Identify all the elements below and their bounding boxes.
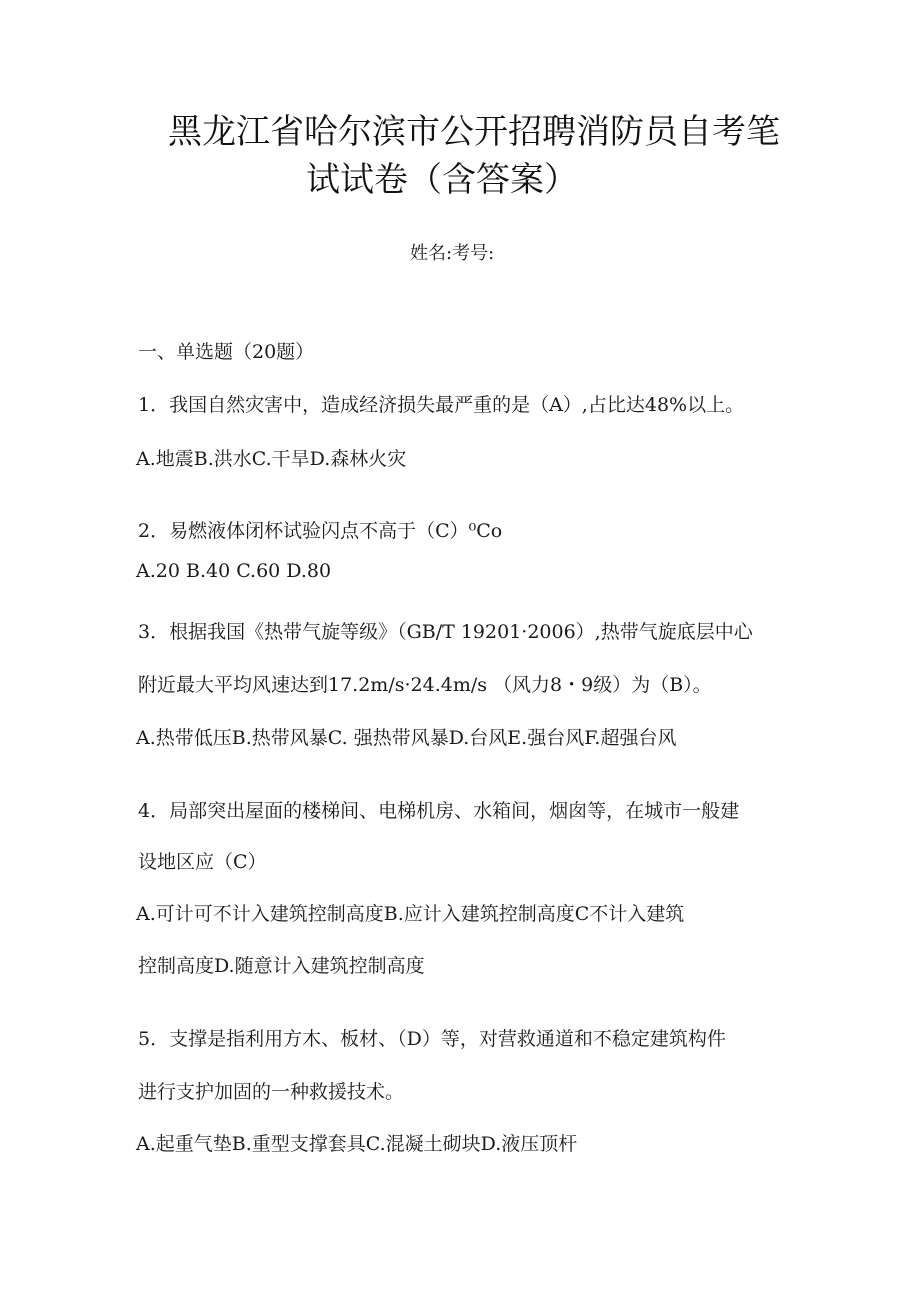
document-title-line-2: 试试卷（含答案） [306, 160, 578, 200]
question-1-text: 1．我国自然灾害中，造成经济损失最严重的是（A）,占比达48%以上。 [138, 394, 745, 416]
question-5-options: A.起重气垫B.重型支撑套具C.混凝土砌块D.液压顶杆 [136, 1133, 578, 1155]
question-1-options: A.地震B.洪水C.干旱D.森林火灾 [136, 448, 407, 470]
question-3-options: A.热带低压B.热带风暴C. 强热带风暴D.台风E.强台风F.超强台风 [136, 727, 677, 749]
question-4-text-line-1: 4．局部突出屋面的楼梯间、电梯机房、水箱间，烟囱等，在城市一般建 [138, 800, 740, 822]
question-4-options-line-1: A.可计可不计入建筑控制高度B.应计入建筑控制高度C不计入建筑 [136, 903, 685, 925]
question-5-text-line-2: 进行支护加固的一种救援技术。 [138, 1081, 405, 1103]
name-exam-number-field: 姓名:考号: [410, 243, 495, 264]
question-3-text-line-1: 3．根据我国《热带气旋等级》（GB/T 19201·2006）,热带气旋底层中心 [138, 621, 753, 643]
question-3-text-line-2: 附近最大平均风速达到17.2m/s·24.4m/s （风力8・9级）为（B）。 [138, 674, 712, 696]
question-2-options: A.20 B.40 C.60 D.80 [136, 560, 332, 582]
question-4-options-line-2: 控制高度D.随意计入建筑控制高度 [138, 955, 425, 977]
document-title-line-1: 黑龙江省哈尔滨市公开招聘消防员自考笔 [168, 112, 780, 152]
question-4-text-line-2: 设地区应（C） [138, 851, 267, 873]
section-heading: 一、单选题（20题） [138, 341, 315, 363]
question-2-text: 2．易燃液体闭杯试验闪点不高于（C）⁰Co [138, 520, 503, 542]
question-5-text-line-1: 5．支撑是指利用方木、板材、（D）等，对营救通道和不稳定建筑构件 [138, 1028, 726, 1050]
